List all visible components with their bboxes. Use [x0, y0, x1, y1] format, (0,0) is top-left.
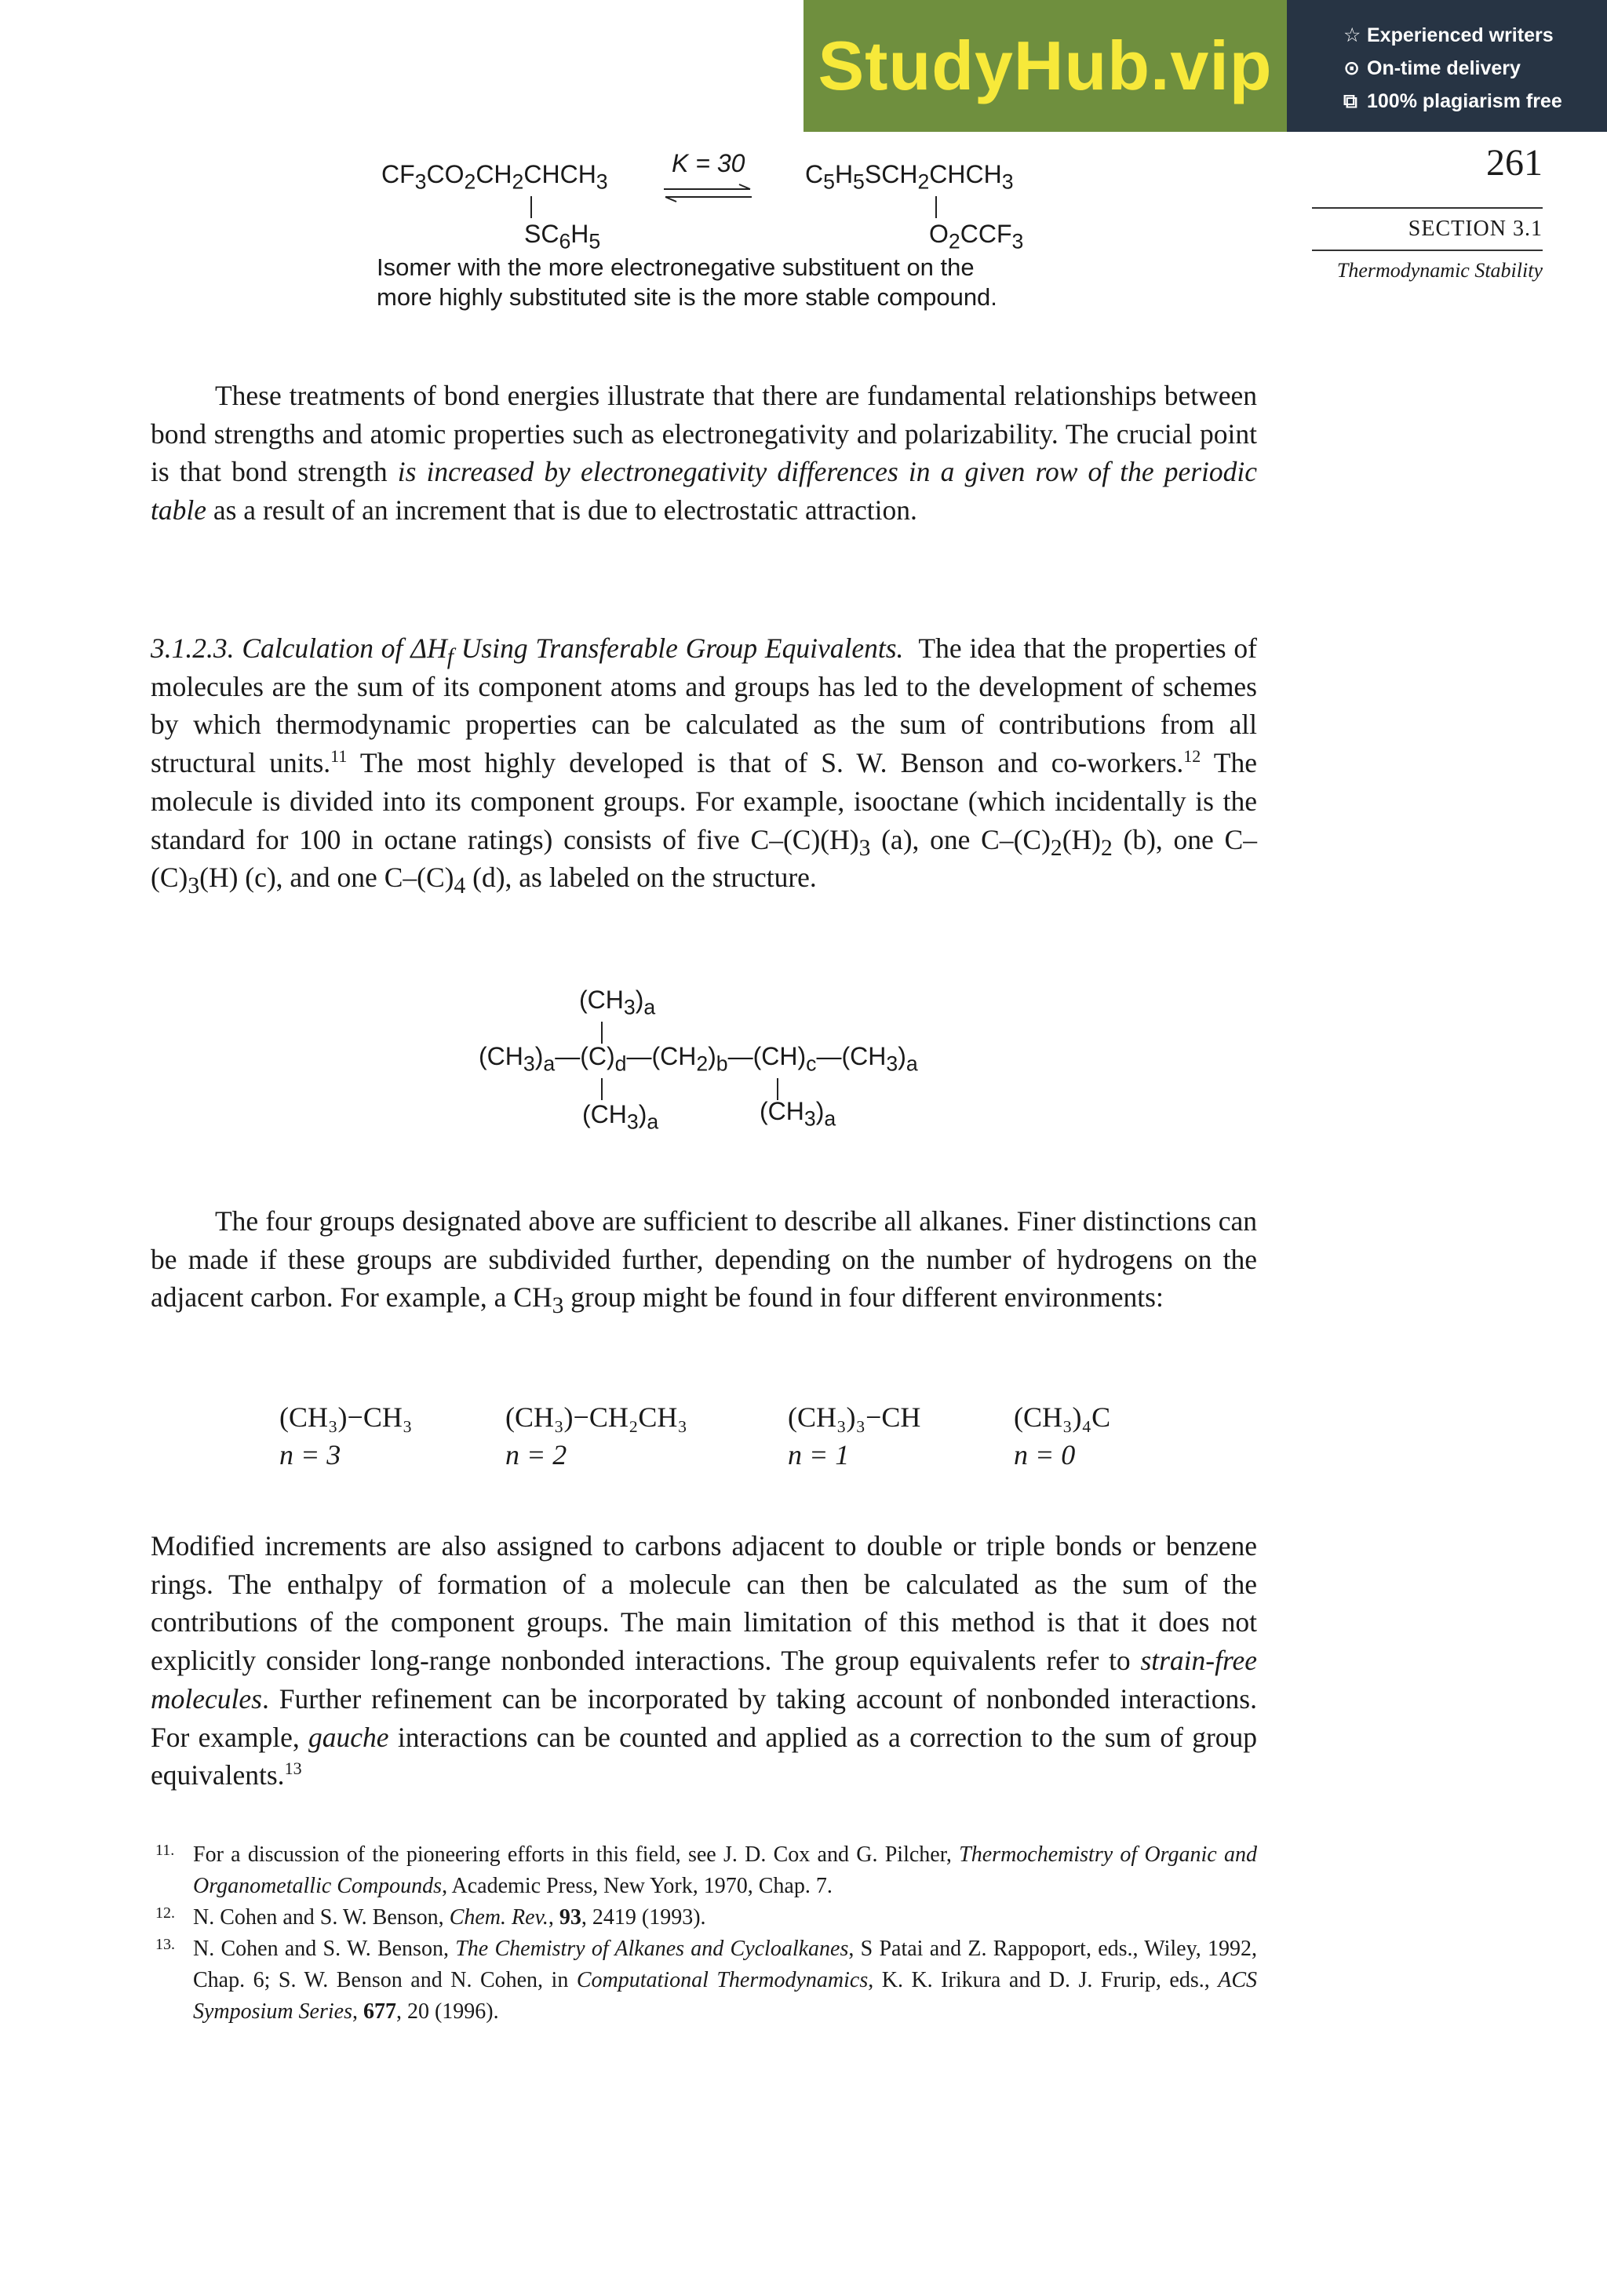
logo-text: StudyHub.vip: [818, 27, 1273, 104]
page-number: 261: [1486, 142, 1543, 184]
subsection-heading: 3.1.2.3. Calculation of $\Delta H_f$ Using Transferable Group Equivalents.: [151, 632, 904, 670]
reaction-caption: Isomer with the more electronegative substituent on the more highly substituted site is the more stable compound.: [377, 253, 997, 311]
environment-formula: (CH₃)₃−CH n = 1: [788, 1401, 921, 1471]
section-title: Thermodynamic Stability: [1336, 259, 1543, 282]
environment-formula: (CH₃)−CH₂CH₃ n = 2: [505, 1401, 687, 1471]
star-icon: ☆: [1343, 24, 1361, 46]
equilibrium-constant: K = 30: [672, 149, 745, 177]
clock-icon: ⊙: [1343, 57, 1360, 79]
banner-item: ⊙ On-time delivery: [1343, 52, 1562, 85]
footnote-ref: 12: [1183, 746, 1201, 767]
isooctane-structure: $(CH_3)_a$ $(CH_3)_a—(C)_d—(CH_2)_b—(CH)_c—(CH_3)_a$ $(CH_3)_a$ $(CH_3)_a$: [479, 986, 918, 1134]
copy-icon: ⧉: [1343, 90, 1357, 112]
paragraph-modified-increments: Modified increments are also assigned to carbons adjacent to double or triple bonds or benzene rings. The enthalpy of formation of a molecule can then be calculated as the sum of the contributions of the component groups. The main limitation of this method is that it does not explicitly consider long-range nonbonded interactions. The group equivalents refer to strain-free molecules. Further refinement can be incorporated by taking account of nonbonded interactions. For example, gauche interactions can be counted and applied as a correction to the sum of group equivalents.$^{13}$: [151, 1530, 1258, 1791]
paragraph-group-equivalents: 3.1.2.3. Calculation of $\Delta H_f$ Using Transferable Group Equivalents. The idea that the properties of molecules are the sum of its component atoms and groups has led to the development of schemes by which thermodynamic properties can be calculated as the sum of contributions from all structural units.$^{11}$ The most highly developed is that of S. W. Benson and co-workers.$^{12}$ The molecule is divided into its component groups. For example, isooctane (which incidentally is the standard for 100 in octane ratings) consists of five $C-(C)(H)_3$ (a), one $C-(C)_2(H)_2$ (b), one $C-(C)_3(H)$ (c), and one $C-(C)_4$ (d), as labeled on the structure.: [151, 632, 1257, 899]
banner-item: ⧉ 100% plagiarism free: [1343, 85, 1562, 118]
footnote: 12. N. Cohen and S. W. Benson, Chem. Rev., 93, 2419 (1993).: [155, 1904, 706, 1930]
product-formula: $C_5H_5SCH_2CHCH_3$: [805, 160, 1014, 194]
environment-formula: (CH₃)−CH₃ n = 3: [279, 1401, 413, 1471]
section-label: SECTION 3.1: [1408, 217, 1543, 241]
banner-item: ☆ Experienced writers: [1343, 19, 1562, 52]
footnote-ref: 11: [330, 746, 348, 767]
environment-formula: (CH₃)₄C n = 0: [1014, 1401, 1111, 1471]
footnote-ref: 13: [284, 1758, 302, 1779]
reactant-substituent: $SC_6H_5$: [524, 220, 601, 253]
paragraph-four-groups: The four groups designated above are sufficient to describe all alkanes. Finer distinctions can be made if these groups are subdivided further, depending on the number of hydrogens on the adjacent carbon. For example, a $CH_3$ group might be found in four different environments:: [151, 1205, 1257, 1319]
footnote: 13. N. Cohen and S. W. Benson, The Chemistry of Alkanes and Cycloalkanes, S Patai and Z. Rappoport, eds., Wiley, 1992, Chap. 6; S. W. Benson and N. Cohen, in Computational Thermodynamics, K. K. Irikura and D. J. Frurip, eds., ACS Symposium Series, 677, 20 (1996).: [155, 1936, 1258, 2024]
footnote: 11. For a discussion of the pioneering efforts in this field, see J. D. Cox and G. Pilcher, Thermochemistry of Organic and Organometallic Compounds, Academic Press, New York, 1970, Chap. 7.: [155, 1842, 1257, 1898]
reactant-formula: $CF_3CO_2CH_2CHCH_3$: [381, 160, 608, 194]
paragraph-bond-energies: These treatments of bond energies illustrate that there are fundamental relationships between bond strengths and atomic properties such as electronegativity and polarizability. The crucial point is that bond strength is increased by electronegativity differences in a given row of the periodic table as a result of an increment that is due to electrostatic attraction.: [151, 380, 1258, 527]
product-substituent: $O_2CCF_3$: [929, 220, 1024, 253]
